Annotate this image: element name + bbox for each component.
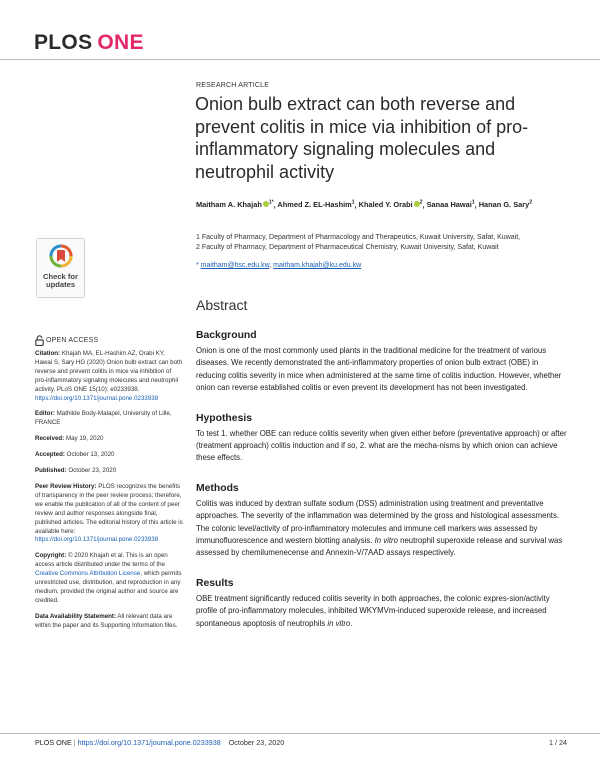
footer-doi-link[interactable]: https://doi.org/10.1371/journal.pone.0233938	[77, 738, 221, 747]
open-access-label: OPEN ACCESS	[46, 337, 99, 344]
article-title: Onion bulb extract can both reverse and prevent colitis in mice via inhibition of pro-inflammatory signaling molecules and neutrophil activity	[195, 94, 529, 182]
author-sup: 2	[529, 200, 533, 206]
article-metadata-sidebar	[35, 335, 183, 638]
abstract-hypothesis	[196, 413, 568, 465]
footer-separator: |	[73, 738, 76, 747]
hypothesis-text: To test 1. whether OBE can reduce colitis severity when given either before (preventative approach) or after (treatment approach) colitis induction and if so, 2. what are the mecha-nisms by which onion can achieve these effects.	[196, 428, 567, 463]
author-5[interactable]	[479, 200, 532, 209]
author-sup: 2	[419, 200, 423, 206]
author-name: Maitham A. Khajah	[196, 200, 262, 210]
journal-logo[interactable]	[34, 31, 144, 55]
check-for-updates-badge[interactable]	[36, 238, 85, 298]
abstract-methods	[196, 483, 568, 560]
license-link[interactable]: Creative Commons Attribution License	[35, 570, 141, 578]
copyright: Copyright: © 2020 Khajah et al. This is an open access article distributed under the terms of the Creative Commons Attribution License, which permits unrestricted use, distribution, and reproduction in any medium, provided the original author and source are credited.	[35, 552, 182, 604]
header-divider	[0, 59, 600, 60]
author-list	[196, 198, 566, 210]
author-2[interactable]	[277, 200, 354, 209]
article-type: RESEARCH ARTICLE	[196, 82, 270, 89]
check-updates-icon	[48, 243, 74, 271]
abstract-body	[196, 330, 568, 648]
data-availability: Data Availability Statement: All relevant data are within the paper and its Supporting Information files.	[35, 612, 178, 629]
accepted-date: Accepted: October 13, 2020	[35, 451, 115, 459]
check-updates-label: Check for updates	[42, 272, 79, 290]
logo-plos: PLOS	[34, 31, 93, 54]
results-text: OBE treatment significantly reduced colitis severity in both approaches, the colonic expres-sion/activity profile of pro-inflammatory molecules, inhibited WKYMVm-induced superoxide release, and increased spontaneous apoptosis of neutrophils in vitro.	[196, 593, 550, 628]
author-sup: 1	[351, 200, 355, 206]
background-heading: Background	[196, 330, 257, 341]
published-date: Published: October 23, 2020	[35, 467, 117, 475]
open-access-row	[35, 335, 183, 347]
open-lock-icon	[35, 335, 44, 346]
methods-heading: Methods	[196, 482, 239, 494]
footer-divider	[0, 733, 600, 734]
email-link-2[interactable]: maitham.khajah@ku.edu.kw	[273, 262, 362, 269]
citation: Citation: Khajah MA, EL-Hashim AZ, Orabi KY, Hawai S, Sary HG (2020) Onion bulb extract can both reverse and prevent colitis in mice via inhibition of pro-inflammatory signaling molecules and neutrophil activity. PLoS ONE 15(10): e0233938. https://doi.org/10.1371/journal.pone.0233938	[35, 350, 183, 402]
email-link-1[interactable]: maitham@hsc.edu.kw	[200, 262, 270, 269]
footer-journal: PLOS ONE	[35, 738, 72, 747]
methods-text: Colitis was induced by dextran sulfate sodium (DSS) administration using treatment and preventative approaches. The severity of the inflammation was determined by the gross and histological assessments. The colonic level/activity of pro-inflammatory molecules and immune cell markers was assessed by immunofluorescence and western blotting analysis. In vitro neutrophil superoxide release and survival was assessed by chemilumenecense and Annexin-V/7AAD assays respectively.	[196, 498, 563, 558]
abstract-results	[196, 578, 568, 630]
corresponding-star: *	[196, 262, 201, 269]
email-comma: ,	[269, 262, 274, 269]
citation-doi-link[interactable]: https://doi.org/10.1371/journal.pone.0233938	[35, 394, 159, 402]
logo-one: ONE	[97, 31, 144, 54]
author-name: Ahmed Z. EL-Hashim	[277, 200, 352, 210]
peer-review-link[interactable]: https://doi.org/10.1371/journal.pone.0233938	[35, 536, 159, 544]
abstract-background	[196, 330, 568, 395]
received-date: Received: May 19, 2020	[35, 435, 104, 443]
affiliations	[196, 233, 566, 252]
hypothesis-heading: Hypothesis	[196, 412, 253, 424]
author-separator: ,	[354, 200, 359, 210]
results-heading: Results	[196, 577, 234, 589]
affiliation-1: 1 Faculty of Pharmacy, Department of Pharmacology and Therapeutics, Kuwait University, Safat, Kuwait,	[196, 234, 521, 241]
page-footer	[35, 738, 567, 747]
author-sup: 1*	[268, 200, 274, 206]
footer-date: October 23, 2020	[228, 738, 285, 747]
abstract-heading: Abstract	[196, 297, 248, 313]
editor: Editor: Mathilde Body-Malapel, University of Lille, FRANCE	[35, 410, 172, 427]
page-number: 1 / 24	[549, 738, 567, 747]
author-separator: ,	[422, 200, 427, 210]
peer-review-history: Peer Review History: PLOS recognizes the benefits of transparency in the peer review process; therefore, we enable the publication of all of the content of peer review and author responses alongside final, published articles. The editorial history of this article is available here: https://doi.org/10.1371/journal.pone.0233938	[35, 482, 183, 544]
author-4[interactable]	[427, 200, 475, 209]
author-name: Hanan G. Sary	[478, 200, 530, 210]
author-3[interactable]	[359, 200, 423, 209]
author-separator: ,	[273, 200, 278, 210]
background-text: Onion is one of the most commonly used plants in the traditional medicine for the treatment of various diseases. We recently demonstrated the anti-inflammatory properties of onion bulb extract (OBE) in reducing colitis severity in mice when administered at the same time of colitis induction. However, whether onion can reverse established colitis or even prevent its development has not been investigated.	[196, 346, 562, 393]
affiliation-2: 2 Faculty of Pharmacy, Department of Pharmaceutical Chemistry, Kuwait University, Safat, Kuwait	[196, 243, 499, 251]
author-name: Sanaa Hawai	[426, 200, 472, 210]
author-sup: 1	[471, 200, 475, 206]
author-name: Khaled Y. Orabi	[358, 200, 413, 210]
correspondence	[196, 262, 361, 269]
author-separator: ,	[474, 200, 479, 210]
author-1[interactable]	[196, 200, 274, 209]
